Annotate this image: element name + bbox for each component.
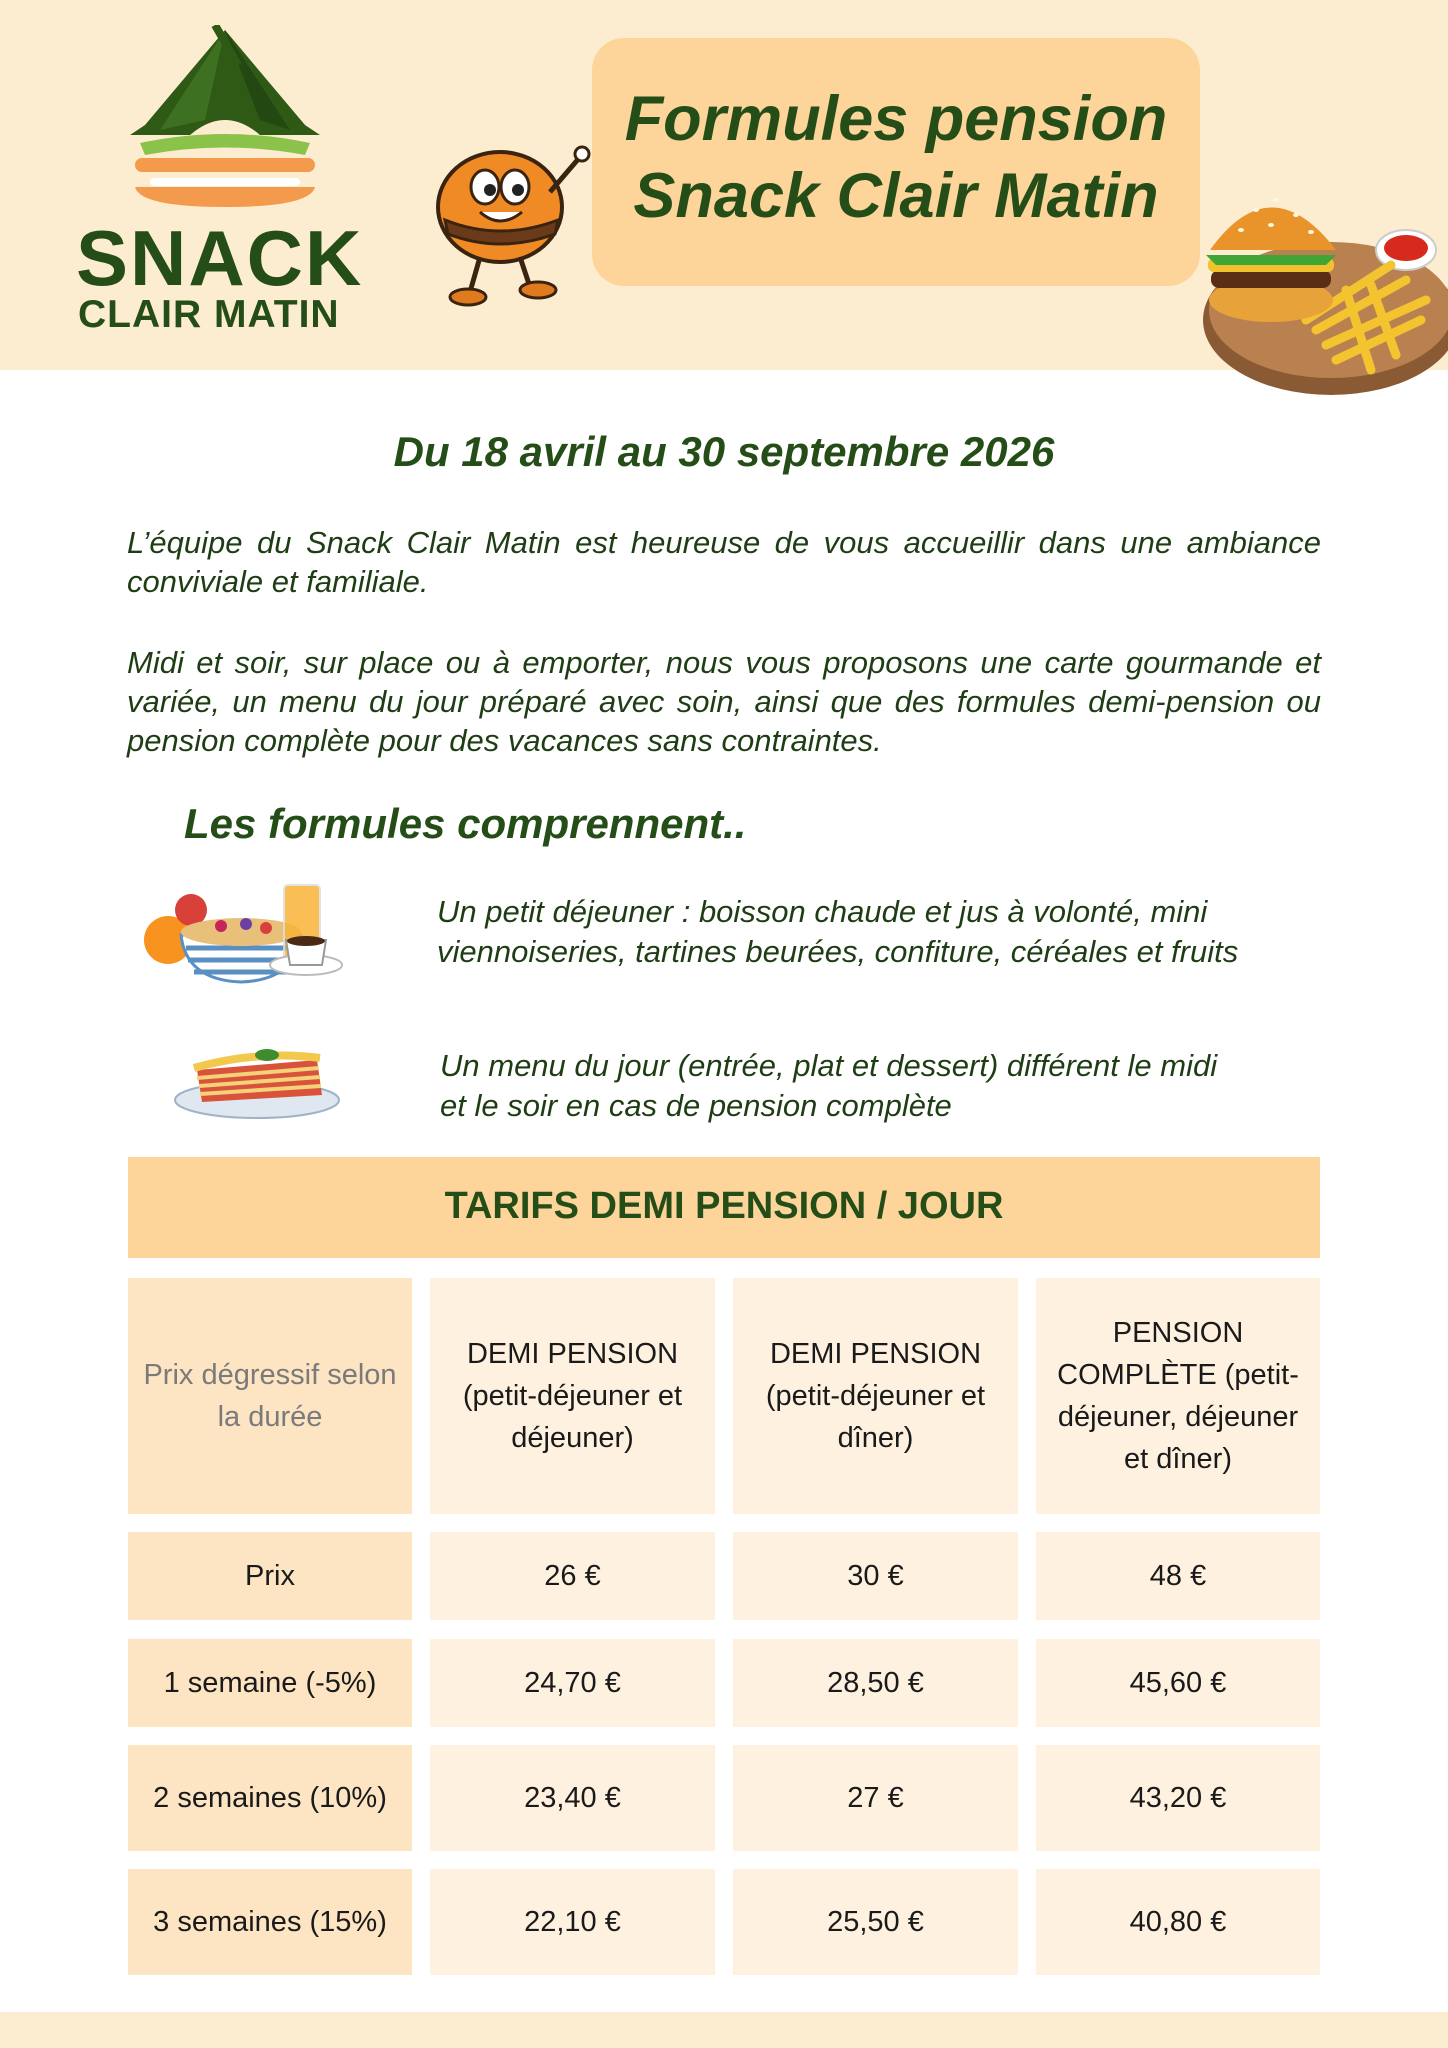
tarifs-title: TARIFS DEMI PENSION / JOUR — [444, 1185, 1004, 1227]
table-cell: 43,20 € — [1036, 1745, 1320, 1851]
table-cell: 48 € — [1036, 1532, 1320, 1620]
table-row-label: 2 semaines (10%) — [128, 1745, 412, 1851]
formules-heading: Les formules comprennent.. — [184, 800, 747, 847]
table-header-cell: Prix dégressif selon la durée — [128, 1278, 412, 1514]
table-header-cell: PENSION COMPLÈTE (petit-déjeuner, déjeuner et dîner) — [1036, 1278, 1320, 1514]
table-cell: 30 € — [733, 1532, 1018, 1620]
table-row-label: 3 semaines (15%) — [128, 1869, 412, 1975]
burger-plate-icon — [1196, 170, 1448, 415]
page-title-line-1: Formules pension — [624, 84, 1168, 154]
tent-logo-icon — [120, 25, 330, 210]
lasagna-icon — [172, 1040, 342, 1125]
table-cell: 27 € — [733, 1745, 1018, 1851]
date-heading: Du 18 avril au 30 septembre 2026 — [393, 428, 1055, 475]
logo-word-clair-matin: CLAIR MATIN — [78, 293, 340, 336]
intro-paragraph-2: Midi et soir, sur place ou à emporter, nous vous proposons une carte gourmande et variée, un menu du jour préparé avec soin, ainsi que des formules demi-pension ou pension complète pour des vacances sans contraintes. — [127, 645, 1321, 758]
table-header-cell: DEMI PENSION (petit-déjeuner et déjeuner) — [430, 1278, 715, 1514]
table-row-label: Prix — [128, 1532, 412, 1620]
logo — [70, 25, 390, 345]
formule-item-breakfast: Un petit déjeuner : boisson chaude et jus à volonté, mini viennoiseries, tartines beurées, confiture, céréales et fruits — [437, 894, 1239, 969]
table-cell: 40,80 € — [1036, 1869, 1320, 1975]
table-cell: 26 € — [430, 1532, 715, 1620]
table-cell: 24,70 € — [430, 1639, 715, 1727]
table-cell: 23,40 € — [430, 1745, 715, 1851]
logo-word-snack: SNACK — [76, 214, 364, 302]
table-cell: 45,60 € — [1036, 1639, 1320, 1727]
formule-item-menu: Un menu du jour (entrée, plat et dessert) différent le midi et le soir en cas de pension complète — [440, 1048, 1218, 1123]
intro-paragraph-1: L’équipe du Snack Clair Matin est heureuse de vous accueillir dans une ambiance conviviale et familiale. — [127, 525, 1321, 599]
page-title-line-2: Snack Clair Matin — [633, 161, 1159, 231]
burger-mascot-icon — [430, 142, 600, 317]
table-cell: 22,10 € — [430, 1869, 715, 1975]
tarifs-banner — [128, 1157, 1320, 1258]
footer-band — [0, 2012, 1448, 2048]
title-box — [592, 38, 1200, 286]
table-cell: 25,50 € — [733, 1869, 1018, 1975]
table-header-cell: DEMI PENSION (petit-déjeuner et dîner) — [733, 1278, 1018, 1514]
table-cell: 28,50 € — [733, 1639, 1018, 1727]
breakfast-icon — [136, 880, 346, 995]
table-row-label: 1 semaine (-5%) — [128, 1639, 412, 1727]
